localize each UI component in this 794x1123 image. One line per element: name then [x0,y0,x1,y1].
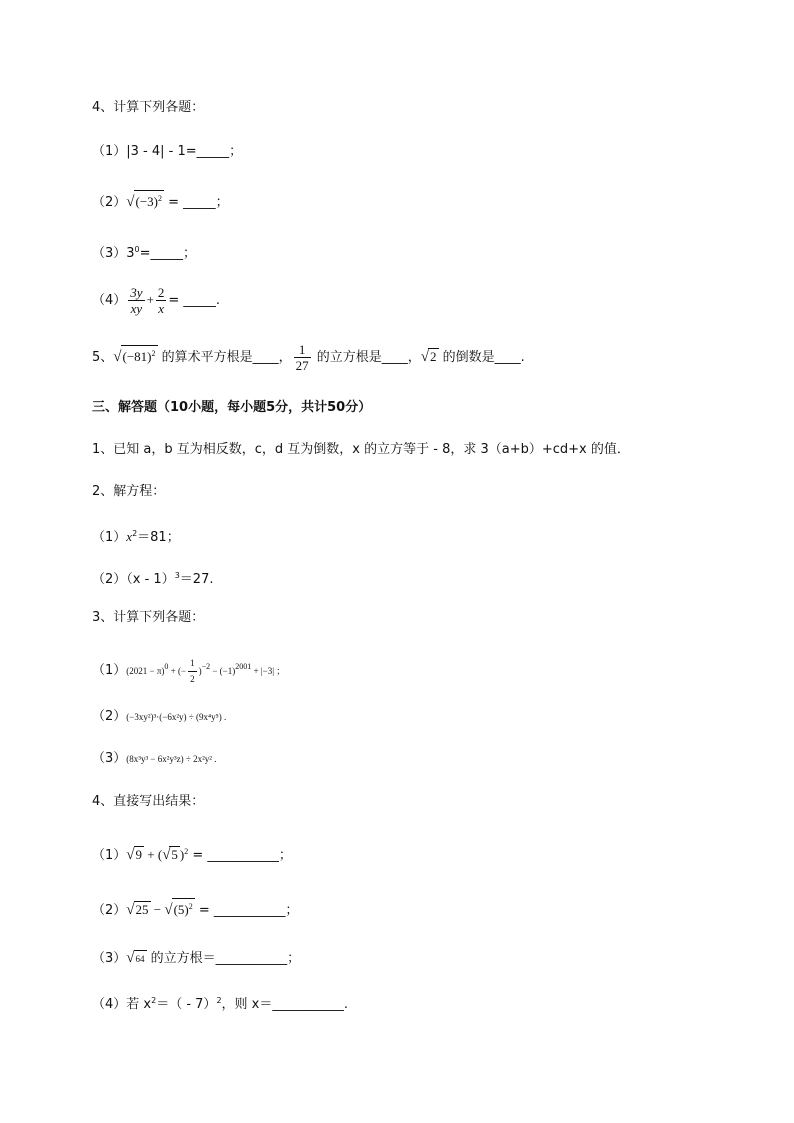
problem-2-1: $(1)x^2=81$； [92,529,180,545]
question-4-3: $(3)3^0=\_\_\_\_\_$； [92,245,197,261]
answer-blank: 的立方根＝___________； [146,951,301,966]
answer-blank: = _____； [164,195,229,210]
answer-blank: = ___________； [188,848,292,863]
expression: (8x³y³ − 6x²y³z) ÷ 2x²y² . [126,754,217,764]
answer-blank: =_____； [139,246,197,261]
section-heading: 三、解答题（10小题，每小题5分，共计50分） [92,400,372,415]
problem-3-3: （3）(8x³y³ − 6x²y³z) ÷ 2x²y² . [92,751,217,766]
problem-4-title: 4、直接写出结果： [92,794,205,809]
sqrt-expression: $√(-3)^2$ [126,194,164,209]
problem-4-1: （1）√9 + (√5 )$^2$ = ___________； [92,847,292,863]
question-5: 5、$√(-81)^2$ 的算术平方根是____， $\frac{1}{27}$ 的立方根是____，√2 的倒数是____. [92,342,525,373]
answer-blank: = _____. [168,293,221,308]
expression: (2021 − π)0 + (− $\frac{1}{2}$ )−2 − (−1)2001 + |−3| ； [126,658,286,685]
sqrt-expression: $√(-81)^2$ [113,349,157,364]
problem-1: 1、已知 a，b 互为相反数，c，d 互为倒数，x 的立方等于 - 8，求 3（a+b）+cd+x 的值． [92,442,630,457]
fraction-2-over-x: $\frac{2}{x}$ [157,285,165,316]
problem-4-3: （3）√64 的立方根＝___________； [92,950,301,966]
answer-blank: ，则 x＝___________. [221,997,348,1012]
problem-2-2: （2）（x - 1）$^3$＝27. [92,571,214,587]
question-4-1: （1）|3 - 4| - 1=_____； [92,144,243,159]
sqrt-2: √2 [420,349,437,365]
answer-blank: = ___________； [194,903,299,918]
problem-2-title: 2、解方程： [92,484,166,499]
fraction-1-over-27: $\frac{1}{27}$ [295,342,309,373]
problem-4-4: （4）若 $x^2=( - 7)^2$，则 x＝___________. [92,996,348,1012]
question-4-title: 4、计算下列各题： [92,100,205,115]
problem-3-2: （2）(−3xy²)³·(−6x²y) ÷ (9x⁴y⁵) . [92,709,227,724]
question-4-4: （4） $\frac{3y}{xy}$ + $\frac{2}{x}$ = _____. [92,285,221,316]
fraction-3y-over-xy: $\frac{3y}{xy}$ [130,285,143,316]
item-number: （2） [92,195,127,210]
problem-3-1: （1）(2021 − π)0 + (− $\frac{1}{2}$ )−2 − (−1)2001 + |−3| ； [92,658,286,685]
expression: (−3xy²)³·(−6x²y) ÷ (9x⁴y⁵) . [126,712,227,722]
question-4-2 [92,190,229,213]
problem-4-2: $(2)√25 - √(5)^2$ = ___________； [92,898,298,921]
problem-3-title: 3、计算下列各题： [92,610,205,625]
